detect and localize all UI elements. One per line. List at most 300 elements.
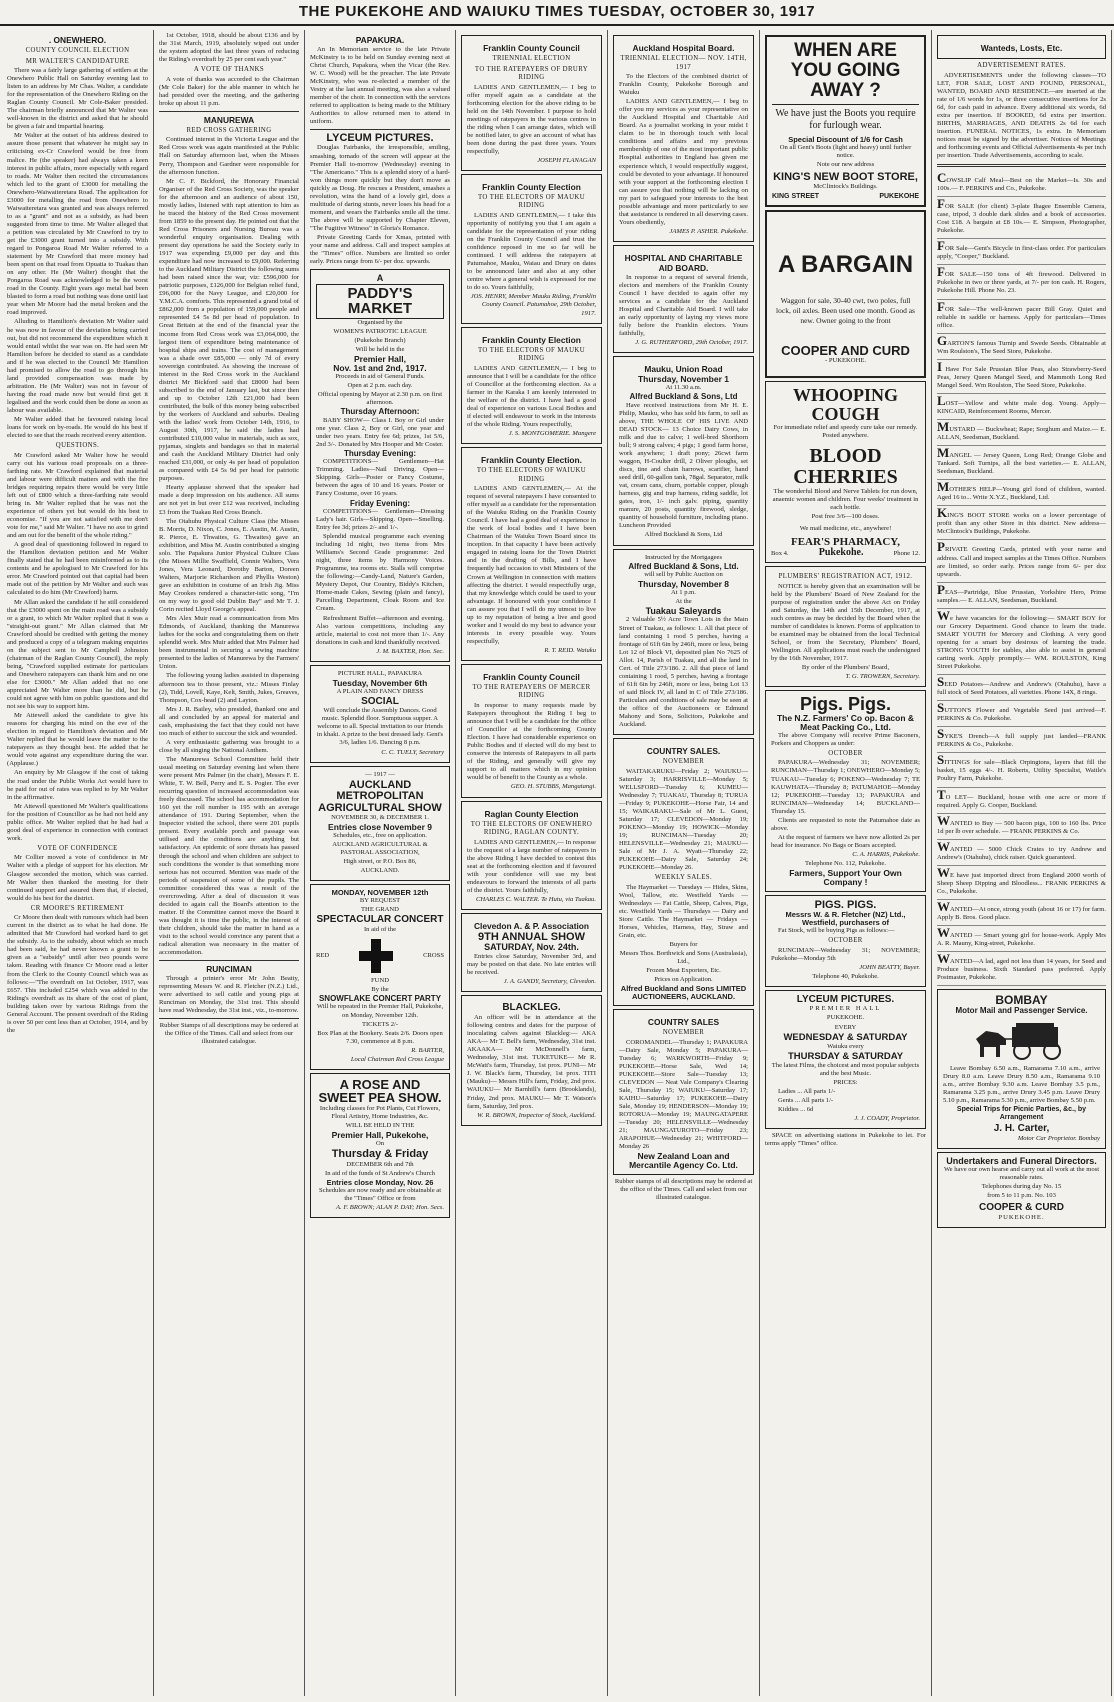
ad-text: Special Trips for Picnic Parties, &c., by Arrangement xyxy=(956,1106,1087,1121)
notice-subheading: TO THE ELECTORS OF MAUKU RIDING xyxy=(477,193,586,210)
classified-ad: WANTED—At once, strong youth (about 16 or 17) for farm. Apply B. Bros. Good place. xyxy=(937,900,1106,926)
notice-signature: CHARLES C. WALTER. Te Hutu, via Tuakau. xyxy=(475,895,596,903)
ad-text: WAITAKARUKU—Friday 2; WAIUKU—Saturday 3; HARRISVILLE—Monday 5; WELLSFORD—Tuesday 6; KUMEU—Wednesday 7; TUAKAU, Thursday 8; TURUA—Friday 9; PUKEKOHE—Horse Fair, 14 and 15; WAIKARAKU—Sale of Mr L. Guest, Saturday 17; CLEVEDON—Monday 19; POKENO—Monday 19; HOWICK—Monday 19; RUNCIMAN—Tuesday 20; HELENSVILLE—Wednesday 21; MAUKU—Sale of Mr J. A. Wyatt—Thursday 22; PUKEKOHE—Dairy Sale, Saturday 24; PUKEKOHE—Monday 26. xyxy=(619,767,748,872)
notice-signature: J. G. RUTHERFORD, 29th October, 1917. xyxy=(635,339,748,347)
article-heading: . ONEWHERO. xyxy=(48,35,107,45)
paragraph: A vote of thanks was accorded to the Chairman (Mr Cole Baker) for the able manner in which he had presided over the meeting, and the gathering broke up about 11 p.m. xyxy=(159,75,299,107)
rubber-stamp-notice: Rubber Stamps of all descriptions may be ordered at the Office of the Times. Call and select from our illustrated catalogue. xyxy=(159,1022,299,1046)
ad-text: Messrs Thos. Borthwick and Sons (Australasia), Ltd., xyxy=(619,950,748,966)
column-3 xyxy=(305,30,456,1696)
paragraph: Mr Allan asked the candidate if he still considered that the £3000 spent on the main road was a subsidy or a grant, to which Mr Walter replied that it was a "straight-out grant." Mr Allan claimed that Mr Crawford should be credited with getting the money and produced a copy of a telegram making enquiries on the subject sent to Mr Campbell Johnston (chairman of the Raglan County Council), the reply being, "Crawford supplied estimate for particulars and Onewhero ratepayers can thank him and no one else for £3000." Mr Allan added that no one appreciated Mr Walter more than he did, but he could not agree with him on public questions and did not see his way to support him. xyxy=(7,598,148,711)
article-subheading: COUNTY COUNCIL ELECTION xyxy=(25,47,130,54)
election-notice xyxy=(461,447,602,661)
paragraph: Private Greeting Cards for Xmas, printed with your name and address. Call and inspect samples at the "Times" office. Numbers are limited so order early. Prices range from 6/- per doz. upwards. xyxy=(310,233,450,266)
classified-ad: FOR SALE (for client) 3-plate Ihagee Ensemble Camera, case, tripod, 3 double dark slides and a book of accessories. Cost £18. A bargain at £8 10s.— E. Simpson, Photographer, Pukekohe. xyxy=(937,197,1106,239)
classified-ad: FOR Sale—Gent's Bicycle in first-class order. For particulars apply, "Cooper," Buckland. xyxy=(937,239,1106,265)
paragraph: Mr C. F. Bickford, the Honorary Financial Organiser of the Red Cross Society, was the speaker for the afternoon and an audience of about 150, mostly ladies, listened with rapt attention to him as he traced the history of the Red Cross movement from 1859 to the present day. He pointed out that the Red Cross Prisoners and Nursing Bureau was a wonderful enquiry organisation. Dealing with present day operations he said the Society early in 1917 was expending £9,000 per day and this expenditure had now increased to £9,000. Referring to the Auckland Military District the following sums had been raised since the war, viz: £596,000 for patriotic purposes, £126,000 for Belgian relief fund, £96,000 for the Navy League, and £20,000 for Y.M.C.A. comforts. This represented a grand total of £862,000 from a population of 159,000 people and represented £4 5s 8d per head of population. In Great Britain at the end of the financial year the income from Red Cross work was £3,064,000, the largest item of expenditure being maintenance of hospital ships and trains. The cost of management was a shade over £85,000 — only 7d of every sovereign contributed. As showing the increase of interest in the Red Cross work in the Auckland district Mr Bickford said that £8000 had been subscribed to the end of January last, but since then and up to October 12th £21,000 had been contributed, the bulk of this money being subscribed by the workers of Auckland and suburbs. Dealing with the ladies' work from October 14th, 1916, to August 30th, 1917, he said the ladies had contributed £10,000 value in materials, such as sox, pyjamas, singlets and bandages so that in material and cash the Auckland Military District had only reached £31,000, or only 4s per head of population as compared with £4 5s 9d per head for patriotic purposes. xyxy=(159,177,299,483)
ad-text: NOVEMBER xyxy=(662,1029,705,1037)
classified-ad: We have vacancies for the following:— SMART BOY for our Grocery Department. Good chance to learn the trade. SMART YOUTH for Mercery and Clothing. A very good opening for a smart boy desirous of learning the trade. STRONG YOUTH for stables, also able to assist in general carting work. Apply promptly.— WM. ROULSTON, King Street Pukekohe. xyxy=(937,609,1106,675)
ad-text: The wonderful Blood and Nerve Tablets for run down, anaemic women and children. Four weeks' treatment in each bottle. xyxy=(772,488,919,512)
classified-ad: WANTED — Smart young girl for house-work. Apply Mrs A. R. Mauny, King-street, Pukekohe. xyxy=(937,926,1106,952)
classified-ad: MUSTARD — Buckwheat; Rape; Sorghum and Maize.— E. ALLAN, Seedsman, Buckland. xyxy=(937,420,1106,446)
paragraph: ADVERTISEMENTS under the following classes—TO LET, FOR SALE, LOST AND FOUND, PERSONAL, WANTED, BOARD AND RESIDENCE—are inserted at the rate of 1/6 words for 1s, or three consecutive insertions for 2s 6d, for cash paid in advance. Every additional six words, 6d extra per insertion. If BOOKED, 6d extra per insertion. BIRTHS, MARRIAGES, AND DEATHS 2s 6d for each insertion. FUNERAL NOTICES, 1s extra. In Memoriam notices must be signed by the advertiser. Notices of Meetings and forthcoming events and Official Advertisements 4s per inch per insertion. Trade Advertisements, according to scale. xyxy=(937,71,1106,159)
notice-signature: J. S. MONTGOMERIE. Mangere xyxy=(508,429,596,437)
ad-text: Box Plan at the Bookery. Seats 2/6. Doors open 7.30, commence at 8 p.m. xyxy=(317,1029,443,1045)
ad-text: Thursday & Friday xyxy=(331,1148,429,1161)
ad-text: J. H. Carter, xyxy=(993,1123,1050,1135)
ad-headline: SPECTACULAR CONCERT xyxy=(316,914,444,926)
hospital-board-notice xyxy=(613,245,754,353)
ad-headline: COUNTRY SALES. xyxy=(646,746,721,757)
ad-text: PUKEKOHE. xyxy=(826,1014,865,1022)
classified-list xyxy=(937,171,1106,986)
ad-headline: A BARGAIN xyxy=(777,251,914,279)
ad-text: In aid of the funds of St Andrew's Church xyxy=(325,1169,435,1177)
ad-text: COROMANDEL—Thursday 1; PAPAKURA—Dairy Sale, Monday 5; PAPAKURA—Tuesday 6; WARKWORTH—Friday 9; PUKEKOHE—Horse Sale, Wed 14; PUKEKOHE—Store Sale—Tuesday 13; CLEVEDON — Neat Vale Company's Clearing Sale, Thursday 15; WAIUKU—Saturday 17; KAIHU—Saturday 17; PUKEKOHE—Dairy Sale, Monday 19; HENDERSON—Monday 19; ROTORUA—Monday 19; MAUNGATAPERE—Tuesday 20; HELENSVILLE—Wednesday 21; MAUNGATUROTO—Friday 23; ARAPOHUE—Wednesday 21; WHITFORD—Monday 26 xyxy=(619,1038,748,1151)
ad-text: NOVEMBER 30, & DECEMBER 1. xyxy=(331,814,429,822)
agricultural-show-ad xyxy=(310,766,450,882)
paragraph: Through a printer's error Mr John Beatty, representing Messrs W. and R. Fletcher (N.Z.) Ltd., were advertised to sell cattle and young pigs at Runciman on Monday, the 31st inst. This should have read Wednesday, the 31st inst., viz., to-morrow. xyxy=(159,975,299,1015)
notice-heading: HOSPITAL AND CHARITABLE AID BOARD. xyxy=(624,252,743,273)
article-heading: LYCEUM PICTURES. xyxy=(326,132,434,145)
ad-text: Frozen Meat Exporters, Etc. xyxy=(646,967,721,975)
ad-headline: Undertakers and Funeral Directors. xyxy=(946,1155,1097,1166)
notice-subheading: TO THE RATEPAYERS OF DRURY RIDING xyxy=(474,65,589,81)
ad-text: At the xyxy=(675,597,692,605)
ad-text: Phone 12. xyxy=(893,550,920,557)
ad-text: (Pukekohe Branch) xyxy=(354,337,406,345)
notice-signature: JOSEPH FLANAGAN xyxy=(537,156,596,164)
ad-signature: C. A. HARRIS, Pukekohe. xyxy=(852,850,920,858)
paragraph: By order of the Plumbers' Board, xyxy=(801,664,890,672)
ad-headline: SOCIAL xyxy=(361,695,399,707)
ad-signature: Local Chairman Red Cross League xyxy=(350,1055,444,1063)
notice-heading: Franklin County Election. xyxy=(481,455,582,465)
ad-headline: WHOOPING COUGH xyxy=(792,385,898,425)
ad-text: Schedules are now ready and are obtainable at the "Times" Office or from xyxy=(318,1186,442,1202)
ad-text: McClintock's Buildings. xyxy=(813,183,878,191)
paragraph: Mr Attewell asked the candidate to give his reasons for charging his mind on the eve of the election in regard to Hamilton's deviation and Mr Walter replied that he would leave the matter to the ratepayers as they thought best. He added that he would vote against any expenditure during the war. (Applause.) xyxy=(7,712,148,768)
paragraph: Hearty applause showed that the speaker had made a deep impression on his audience. All sums are not yet in but over £12 was received, including £3 from the Tuakau Red Cross Branch. xyxy=(159,484,299,516)
ad-signature: C. C. TUELY, Secretary xyxy=(381,748,444,756)
ad-text: Thursday Evening: xyxy=(343,448,416,458)
section-heading: A VOTE OF THANKS xyxy=(193,66,265,74)
paddys-market-ad xyxy=(310,269,450,662)
ad-text: Kiddies ... 6d xyxy=(778,1105,814,1113)
ad-text: At the request of farmers we have now allotted 2s per head for insurance. No Bags or Boars accepted. xyxy=(771,833,920,849)
ad-text: Thursday, November 1 xyxy=(637,374,729,385)
ad-text: A xyxy=(376,273,384,284)
ad-text: MONDAY, NOVEMBER 12th xyxy=(331,888,429,898)
ad-text: AUCKLAND. xyxy=(360,867,400,875)
notice-signature: JOS. HENRY, Member Mauku Riding, Franklin County Council. Patumahoe, 29th October, 1917. xyxy=(470,293,596,317)
ad-text: A PLAIN AND FANCY DRESS xyxy=(336,687,424,695)
paragraph: The Otahuhu Physical Culture Class (the Misses B. Morris, D. Nixon, C. Jones, E. Austin, M. Austin, R. Pierce, E. Thwaites, G. Thwaites) gave an exhibition, and Miss M. Austin contributed a singing solo. The Papakura Junior Physical Culture Class (the Misses Millie Swaffield, Connie Walters, Vera Jones, Vera Leonard, Dorothy Barton, Doreen Walters, Marjorie Richardson and Phyllis Weston) gave an exhibition in costume of an Irish Jig. Miss May Crookes rendered a character-istic song, "I'm on my way to good old Dublin Bay" and Mr T. J. Corin recited Lloyd George's appeal. xyxy=(159,517,299,614)
paragraph: Mrs J. R. Bailey, who presided, thanked one and all and concluded by an appeal for material and cash, emphasising the fact that they could not have too much of either to succour the sick and wounded. xyxy=(159,705,299,737)
ad-text: EVERY xyxy=(834,1023,857,1031)
paragraph: A very enthusiastic gathering was brought to a close by all singing the National Anthem. xyxy=(159,738,299,754)
clevedon-show-ad xyxy=(461,913,602,992)
classified-ad: SEED Potatoes—Andrew and Andrew's (Otahuhu), have a full stock of Seed Potatoes, all varieties. Phone 14X, 8 rings. xyxy=(937,675,1106,701)
ad-text: Buyers for xyxy=(669,941,698,949)
notice-signature: JAMES P. ASHER. Pukekohe. xyxy=(669,227,748,235)
column-2 xyxy=(154,30,305,1696)
ad-text: PUKEKOHE xyxy=(879,193,919,201)
ad-text: PREMIER HALL xyxy=(809,1005,882,1013)
paragraph: An officer will be in attendance at the following centres and dates for the purpose of inoculating calves against Blackleg:— AKA AKA— Mr T. Bell's farm, Wednesday, 31st inst. AKAAKA— Mr McDonnell's farm, Wednesday, 31st inst. TUKETUKE— Mr R. McWatt's farm, Thursday, 1st prox. PUNI— Mr J. W. Black's farm, Thursday, 1st prox. TITI (Mauku)— Messrs Hill's farm, Friday, 2nd prox. WAIUKU— Mr Barnhill's farm (Brooklands), Friday, 2nd prox. MAUKU— Mr T. Watson's farm, Saturday, 3rd prox. xyxy=(467,1014,596,1110)
article-subheading: RED CROSS GATHERING xyxy=(186,126,272,134)
ad-text: Prices on Application. xyxy=(654,976,713,984)
pigs-ad xyxy=(765,895,926,987)
paragraph: LADIES AND GENTLEMEN,— I beg to announce that I will be a candidate for the office of Councillor at the forthcoming election. As a farmer in the Karaka I am keenly interested in the welfare of the district. I have had a good deal of experience on various Local Bodies and if elected will endeavour to work in the interests of the whole Riding. Yours respectfully, xyxy=(467,364,596,428)
ad-text: Will be held in the xyxy=(355,346,405,354)
ad-text: Alfred Buckland and Sons LIMITED AUCTIONEERS, AUCKLAND. xyxy=(620,984,747,1002)
ad-text: Organised by the xyxy=(357,319,403,327)
ad-text: The Haymarket — Tuesdays — Hides, Skins, Wool, Tallow, etc. Westfield Yards — Wednesdays — Fat Cattle, Sheep, Calves, Pigs, etc. Westfield Yards — Thursdays — Dairy and Store Cattle. The Haymarket — Fridays — Horses, Vehicles, Harness, Hay, Straw and Grain, etc. xyxy=(619,883,748,939)
classified-ad: PEAS—Partridge, Blue Prussian, Yorkshire Hero, Prime samples.— E. ALLAN, Seedsman, Buckland. xyxy=(937,583,1106,609)
ad-text: Will conclude the Assembly Dances. Good music. Splendid floor. Sumptuous supper. A welcome to all. Special invitation to our friends in khaki. A prize to the best dressed lady. Gent's 3/6, ladies 1/6. Dancing 8 p.m. xyxy=(316,707,444,747)
ad-text: Including classes for Pot Plants, Cut Flowers, Floral Artistry, Home Industries, &c. xyxy=(319,1105,441,1121)
ad-text: PICTURE HALL, PAPAKURA xyxy=(337,669,423,677)
ad-headline: LYCEUM PICTURES. xyxy=(796,993,895,1005)
notice-subheading: TRIENNIAL ELECTION xyxy=(492,55,571,62)
concert-ad xyxy=(310,884,450,1069)
paragraph: NOTICE is hereby given that an examination will be held by the Plumbers' Board of New Zealand for the purpose of registration under the above Act on Friday and Saturday, the 14th and 15th December, 1917, at such centres as may be decided by the Board when the number of candidates is known. Forms of application to be examined may be obtained from the local Technical School, or from the Secretary, Plumbers' Board, Wellington. All applications must reach the undersigned by the 16th November, 1917. xyxy=(771,582,920,662)
paragraph: In response to a request of several friends, electors and members of the Franklin County Council I have decided to again offer my services as a candidate for the Auckland Hospital and Charitable Aid Board. I will take an early opportunity of laying my views more fully before the Franklin electors. Yours faithfully, xyxy=(619,273,748,338)
ad-signature: A. F. BROWN; ALAN P. DAY; Hon. Secs. xyxy=(336,1203,444,1211)
ad-text: The N.Z. Farmers' Co op. Bacon & Meat Packing Co., Ltd. xyxy=(776,713,915,732)
section-heading: QUESTIONS. xyxy=(55,442,100,450)
classified-ad: COWSLIP Calf Meal—Best on the Market—Is. 30s and 100s.— F. PERKINS and Co., Pukekohe. xyxy=(937,171,1106,197)
ad-text: We have our own hearse and carry out all work at the most reasonable rates. xyxy=(943,1166,1100,1182)
paragraph: A good deal of questioning followed in regard to the Hamilton deviation petition and Mr Walter finally stated that he had been misinformed as to its contents and he apologised to Mr Crawford for his error. Mr Crawford pointed out that capital had been made out of the petition by Mr Walter and such was calculated to do him (Mr Crawford) harm. xyxy=(7,541,148,597)
classified-ad: FOR Sale—The well-known pacer Bill Gray. Quiet and reliable in saddle or harness. Apply for particulars—Times office. xyxy=(937,300,1106,334)
blackleg-notice xyxy=(461,995,602,1126)
auction-ad xyxy=(613,549,754,736)
ad-text: will sell by Public Auction on xyxy=(644,570,723,578)
ad-text: KING STREET xyxy=(772,193,820,201)
ad-text: PRICES: xyxy=(833,1078,858,1086)
rubber-stamp-notice: Rubber stamps of all descriptions may be ordered at the office of the Times. Call and select from our illustrated catalogue. xyxy=(614,1178,753,1202)
paragraph: Alluding to Hamilton's deviation Mr Walter said he was now in favour of the deviation being carried out, but did not recommend the expenditure which it would entail whilst the war was on. He had seen Mr Hamilton before he decided to stand as a candidate and if he was elected to the Council Mr Hamilton had promised to allow the road to go through his land provided compensation was made by arbitration. He (Mr Walter) was not in favour of having the road made now but would first get it legalised and the work could then be done as soon as labour was available. xyxy=(7,318,148,414)
paragraph: LADIES AND GENTLEMEN,— At the request of several ratepayers I have consented to offer myself as a candidate for the representation of the Waiuku Riding on the Franklin County Council. I have had a good deal of experience in the work of local bodies and I have been Chairman of the Waiuku Town Board since its inception. In that capacity I have been actively engaged in raising loans for the Town District and in the drafting of Bills, and I have frequently had occasion to visit Ministers of the Crown at Wellington in connection with matters affecting the district. I would respectfully urge, that my knowledge which could be used to your advantage. If honoured with your confidence I can assure you that I will do my utmost to live up to my reputation of being a live and good worker and I would do my best to advance your interests in every possible way. Yours respectfully, xyxy=(467,485,596,645)
ad-text: Have received instructions from Mr H. E. Philip, Mauku, who has sold his farm, to sell as above, THE WHOLE OF HIS LIVE AND DEAD STOCK— 13 Choice Dairy Cows, in milk and due to calve; 1 well-bred Shorthorn bull; 9 strong calves; 4 pigs; 1 good farm horse, work anywhere; 1 draft pony; 26cwt farm waggon, H-Coulter drill, 2 Oliver ploughs, set discs, tine and chain harrows, scarifier, hand seed drill, 60-gallon tank, 78gal. Separator, milk vat, cream cans, churn, portable copper, plough harness, gig and trap harness, riding saddle, lot gates, iron, 1/- inch galv. piping, quantity manure, 20 posts, quantity firewood, sledge, quantity of household furniture, including piano. Luncheon Provided xyxy=(619,401,748,530)
ad-signature: JOHN BEATTY, Buyer. xyxy=(859,963,920,971)
ad-text: On xyxy=(375,1140,385,1148)
ad-text: KING'S NEW BOOT STORE, xyxy=(773,170,918,183)
notice-subheading: TO THE ELECTORS OF MAUKU RIDING xyxy=(477,346,586,363)
ad-text: AUCKLAND AGRICULTURAL & PASTORAL ASSOCIATION, xyxy=(332,841,428,857)
plumbers-notice xyxy=(765,566,926,687)
ad-text: Special Discount of 1/6 for Cash xyxy=(788,134,903,144)
election-notice xyxy=(461,174,602,324)
hospital-board-notice xyxy=(613,35,754,242)
ad-text: CROSS xyxy=(423,951,444,959)
classified-ad: MOTHER'S HELP—Young girl fond of children, wanted. Aged 16 to... Write X.Y.Z., Buckland, Ltd. xyxy=(937,480,1106,506)
masthead-title: THE PUKEKOHE AND WAIUKU TIMES TUESDAY, OCTOBER 30, 1917 xyxy=(298,3,816,20)
ad-headline: Pigs. Pigs. xyxy=(799,694,892,715)
ad-text: Waggon for sale, 30-40 cwt, two poles, full lock, oil axles. Been used one month. Good as new. Owner going to the front xyxy=(776,295,915,325)
paragraph: In response to many requests made by Ratepayers throughout the Riding I beg to announce that I will be a candidate for the office of Councillor at the forthcoming County Election. I have had considerable experience on Public Bodies and if elected will do my best to conserve the interests of Ratepayers in all parts of the Riding, and generally will give my support to all matters which in my opinion would be of benefit to the County as a whole. xyxy=(467,701,596,782)
ad-headline: PIGS. PIGS. xyxy=(814,898,877,911)
notice-subheading: TRIENNIAL ELECTION— NOV. 14TH, 1917 xyxy=(620,55,747,71)
country-sales-ad xyxy=(613,1009,754,1175)
paragraph: An enquiry by Mr Glasgow if the cost of taking the road under the Public Works Act would have to be paid for out of rates was replied to by Mr Walter in the affirmative. xyxy=(7,769,148,801)
column-4 xyxy=(456,30,608,1696)
column-6 xyxy=(760,30,932,1696)
ad-text: SNOWFLAKE CONCERT PARTY xyxy=(318,994,442,1004)
ad-text: - PUKEKOHE. xyxy=(824,357,867,365)
ad-text: COMPETITIONS— Gentlemen—Dressing Lady's hair. Girls—Skipping. Open—Smelling. Entry fee 3d; prizes 2/- and 1/-. xyxy=(316,507,444,532)
ad-text: At 1 p.m. xyxy=(671,588,696,596)
ad-text: Alfred Buckland & Sons, Ltd xyxy=(629,392,738,402)
ad-text: High street, or P.O. Box 86, xyxy=(343,858,417,866)
notice-heading: Franklin County Election xyxy=(482,181,581,192)
ad-headline: COUNTRY SALES xyxy=(647,1017,720,1028)
classified-ad: KING'S BOOT STORE works on a lower percentage of profit than any other Store in this district. New address—McClintock's Buildings, Pukekohe. xyxy=(937,506,1106,540)
ad-headline: A ROSE AND SWEET PEA SHOW. xyxy=(318,1076,442,1106)
ad-text: THE GRAND xyxy=(361,906,399,914)
paragraph: LADIES AND GENTLEMEN,— I beg to offer you my services as your representative on the Auckland Hospital and Charitable Aid Board. As a journalist working in your midst I claim to be in thorough touch with local conditions and affairs and my previous membership of one of the most important public Hospital authorities in England has given me experience which, I would respectfully suggest, could be devoted to your advantage. If honoured with your support at the forthcoming election I can assure you that nothing will be lacking on my part to safeguard your interests to the best possible advantage and more particularly to see that assistance is rendered in all deserving cases. Yours obediently, xyxy=(619,98,748,226)
ad-text: Ladies ... All parts 1/- xyxy=(778,1087,836,1095)
rose-show-ad xyxy=(310,1073,450,1218)
ad-text: OCTOBER xyxy=(828,749,863,757)
ad-text: BY REQUEST xyxy=(359,897,401,905)
paragraph: Mr Walter at the outset of his address desired to assure those present that whatever he might say in criticising ex-Cr Crawford would be free from malice. He (the speaker) had always taken a keen interest in public affairs, more especially with regard to roads. Mr Walter then recited the circumstances which led to the grant of £3000 for metalling the Onewhero-Waiwaiteretara Road. The application for £3000 for metalling the road from Onewhero to Waiwaiteretara was granted and was always referred to as a "grant" and not as a subsidy, as had been suggested from time to time. Mr Walter alleged that a petition was circulated by Mr Crawford to try to get the £3000 grant turned into a subsidy. With regard to Pongaroa Road Mr Walter referred to a statement by Mr Crawford that more money had been spent on that road from Opuatia to Tuakau than on any other. He (Mr Walter) thought that the Pongaroa Road was acknowledged to be the worst road in the County. Eight years ago metal had been blasted to form a road but nothing was done until last year when Mr Moore had the metal broken and the road improved. xyxy=(7,132,148,317)
ad-text: Fat Stock, will be buying Pigs as follows:— xyxy=(778,927,895,935)
paragraph: Mr Collier moved a vote of confidence in Mr Walter with a pledge of support for his election. Mr Glasgow seconded the motion, which was carried. Mr Walter then thanked the meeting for their continued support and assured them that, if elected, would do his best for the district. xyxy=(7,854,148,902)
bombay-motor-ad xyxy=(937,989,1106,1148)
classified-ad: GARTON'S famous Turnip and Swede Seeds. Obtainable at Wm Roulston's, The Seed Store, Pukekohe. xyxy=(937,334,1106,360)
notice-signature: R. T. REID. Waiuku xyxy=(544,646,596,654)
ad-text: Open at 2 p.m. each day. xyxy=(347,382,413,390)
ad-text: from 5 to 11 p.m. No. 103 xyxy=(987,1192,1056,1200)
ad-text: Entries close November 9 xyxy=(328,822,432,833)
ad-signature: J. A. GANDY, Secretary, Clevedon. xyxy=(503,978,596,985)
notice-subheading: TO THE ELECTORS OF WAIUKU RIDING xyxy=(476,467,587,483)
article-subheading: MR WALTER'S CANDIDATURE xyxy=(25,57,130,65)
ad-headline: BOMBAY xyxy=(995,993,1048,1008)
ad-text: We have just the Boots you require for furlough wear. xyxy=(775,107,916,131)
ad-text: DECEMBER 6th and 7th xyxy=(346,1160,414,1168)
paragraph: Mrs Alex Muir read a communication from Mrs Edmonds, of Auckland, thanking the Manurewa ladies for the socks and congratulating them on their splendid work. Mrs Muir added that Mrs Palmer had been instrumental in securing a sewing machine presented to the ladies of Manurewa by the Farmers' Union. xyxy=(159,615,299,671)
classified-ad: WANTED to Buy — 500 bacon pigs, 100 to 160 lbs. Price 1d per lb over schedule. — FRANK PERKINS & Co. xyxy=(937,814,1106,840)
notice-heading: Raglan County Election xyxy=(484,808,579,819)
social-ad xyxy=(310,665,450,763)
notice-heading: BLACKLEG. xyxy=(502,1002,561,1014)
boot-store-ad xyxy=(765,35,926,207)
ad-text: Entries close Monday, Nov. 26 xyxy=(326,1177,434,1187)
section-heading: VOTE OF CONFIDENCE xyxy=(37,844,118,852)
ad-text: Telephone 40, Pukekohe. xyxy=(812,972,879,980)
country-sales-ad xyxy=(613,738,754,1006)
undertakers-ad xyxy=(937,1152,1106,1228)
ad-headline: Clevedon A. & P. Association xyxy=(473,920,590,931)
ad-text: Thursday Afternoon: xyxy=(340,407,420,417)
ad-signature: J. M. BAXTER, Hon. Sec. xyxy=(376,647,444,655)
election-notice xyxy=(461,327,602,444)
article-heading: MANUREWA xyxy=(203,114,255,125)
paragraph: There was a fairly large gathering of settlers at the Onewhero Public Hall on Saturday evening last to listen to an address by Mr Chas. Walter, a candidate for the representation of the Onewhero Riding on the Raglan County Council. Mr Cole-Baker presided. The chairman briefly announced that Mr Walter was well-known in the district and asked that he should be given a fair and impartial hearing. xyxy=(7,67,148,131)
paragraph: Mr Crawford asked Mr Walter how he would carry out his various road proposals on a three-farthing rate. Mr Crawford explained that material and labour were difficult matters and with the fire bridges requiring repairs there would be very little left out of £800 which a three-farthing rate would bring in. Mr Walter replied that he was not the experience of others yet but would do his best to economise. "If you are not satisfied with me don't vote for me," said Mr Walter. "I have no axe to grind and am out for the benefit of the whole riding." xyxy=(7,451,148,540)
ad-text: Motor Mail and Passenger Service. xyxy=(955,1005,1088,1015)
ad-text: Proceeds in aid of General Funds. xyxy=(335,373,425,381)
ad-text: WEDNESDAY & SATURDAY xyxy=(783,1031,908,1043)
ad-text: Premier Hall, Pukekohe, xyxy=(331,1130,429,1141)
notice-heading: Auckland Hospital Board. xyxy=(632,43,735,53)
ad-text: Note our new address xyxy=(816,160,875,168)
ad-text: Friday Evening: xyxy=(349,498,410,508)
ad-text: THURSDAY & SATURDAY xyxy=(787,1050,904,1062)
ad-text: Box 4. xyxy=(771,550,789,557)
article-heading: PAPAKURA. xyxy=(355,35,405,45)
ad-text: For immediate relief and speedy cure take our remedy. Posted anywhere. xyxy=(773,424,918,440)
advertising-notice: SPACE on advertising stations in Pukekohe to let. For terms apply "Times" office. xyxy=(765,1131,926,1147)
ad-text: Alfred Buckland & Sons, Ltd xyxy=(644,531,723,539)
ad-text: Instructed by the Mortgagees xyxy=(644,553,723,561)
notice-heading: Franklin County Election xyxy=(482,334,581,345)
ad-text: Messrs W. & R. Fletcher (NZ) Ltd., Westfield, purchasers of xyxy=(785,910,906,928)
paragraph: Douglas Fairbanks, the irresponsible, smiling, smashing, tornado of the screen will appear at the Premier Hall to-morrow (Wednesday) evening in "The Americano." This is a splendid story of a hard-won things more quickly but they don't move as quickly as Doug. He rescues a President, smashes a revolution, wins the hand of a lovely girl, does a multitude of daring stunts, never loses his head for a moment, and wears the Fairbanks smile all the time. The above will be supported by Chapter Eleven, "The Fugitive Witness" in Gloria's Romance. xyxy=(310,144,450,232)
ad-text: Splendid musical programme each evening including 1d night, two items from Mrs Williams's Second Grade programme: 2nd night, three items by Harmony Voices. Programme, tea rooms etc. Stalls will comprise the following:—Candy-Land, Nature's Garden, Mystery Depot, Our Country, Biddy's Kitchen, Home-made Cakes, Sewing (plain and fancy), Parcelling Department, Cloak Room and Ice Cream. xyxy=(316,533,444,613)
ad-text: Schedules, etc., free on application. xyxy=(333,832,427,840)
classified-ad: TO LET— Buckland, house with one acre or more if required. Apply G. Cooper, Buckland. xyxy=(937,788,1106,814)
ad-text: NOVEMBER xyxy=(662,758,705,766)
paragraph: LADIES AND GENTLEMEN,— In response to the request of a large number of ratepayers in the above Riding I have decided to contest this seat at the forthcoming election and if favoured with your confidence will use my best endeavours to forward the interests of all parts of the district. Yours faithfully, xyxy=(467,838,596,894)
ad-text: PAPAKURA—Wednesday 31; NOVEMBER; RUNCIMAN—Thursday 1; ONEWHERO—Monday 5; TUAKAU—Tuesday 6; POKENO—Wednesday 7; TE KAUWHATA—Thursday 8; PATUMAHOE—Monday 12; PUKEKOHE—Tuesday 13; PAPAKURA and RUNCIMAN—Wednesday 14; BUCKLAND—Thursday 15. xyxy=(771,759,920,815)
bargain-ad xyxy=(765,210,926,378)
auction-ad xyxy=(613,356,754,545)
ad-text: PUKEKOHE. xyxy=(998,1213,1045,1221)
ad-text: The above Company will receive Prime Baconers, Porkers and Choppers as under: xyxy=(771,731,920,747)
ad-text: New Zealand Loan and Mercantile Agency Co. Ltd. xyxy=(629,1151,738,1171)
ad-text: The latest Films, the choicest and most popular subjects and the best Music. xyxy=(771,1061,920,1077)
ad-text: Nov. 1st and 2nd, 1917. xyxy=(333,363,427,374)
ad-text: We mail medicine, etc., anywhere! xyxy=(799,525,892,533)
section-heading: CR MOORE'S RETIREMENT xyxy=(30,904,125,912)
notice-subheading: TO THE RATEPAYERS OF MERCER RIDING xyxy=(472,683,591,700)
ad-text: Telephone No. 112, Pukekohe. xyxy=(805,860,886,867)
ad-text: Entries close Saturday, November 3rd, and may be posted on that date. No late entries will be received. xyxy=(467,952,596,976)
ad-text: Will be repeated in the Premier Hall, Pukekohe, on Monday, November 12th. xyxy=(316,1003,444,1019)
ad-text: Waiuku every xyxy=(827,1042,864,1050)
classified-ad: FOR SALE—150 tons of 4ft firewood. Delivered in Pukekohe in two or three yards, at 7/- per ton cash. H. Rogers, Pukekohe Hill. Phone No. 23. xyxy=(937,265,1106,299)
notice-heading: Franklin County Council xyxy=(483,43,580,53)
ad-text: FEAR'S PHARMACY, xyxy=(791,536,900,549)
classified-ad: LOST—Yellow and white male dog. Young. Apply—KINCAID, Reinforcement Rooms, Mercer. xyxy=(937,394,1106,420)
ad-signature: R. BARTER, xyxy=(411,1046,444,1054)
red-cross-icon xyxy=(359,939,393,973)
paragraph: Mr Attewell questioned Mr Walter's qualifications for the position of Councillor as he had not held any public office. Mr Walter replied that he had had a good deal of experience in connection with contract work. xyxy=(7,802,148,842)
ad-text: Tuesday, November 6th xyxy=(332,677,428,688)
ad-text: Tuakau Saleyards xyxy=(645,606,722,617)
classified-ad: SITTINGS for sale—Black Orpingtons, layers that fill the basket, 15 eggs 4/-. H. Roberts, Utility Specialist, Waitle's Poultry Farm, Pukekohe. xyxy=(937,753,1106,787)
section-heading: Wanteds, Losts, Etc. xyxy=(980,43,1063,53)
classified-ad: SUTTON'S Flower and Vegetable Seed just arrived—F. PERKINS & Co. Pukekohe. xyxy=(937,701,1106,727)
pharmacy-ad xyxy=(765,381,926,563)
ad-text: WOMEN'S PATRIOTIC LEAGUE xyxy=(333,328,427,336)
ad-text: — 1917 — xyxy=(365,770,395,778)
ad-text: OCTOBER xyxy=(828,937,863,945)
classified-ad: I Have For Sale Prussian Blue Peas, also Strawberry-Seed Peas, Jersey Queen Mangel Seed, and Mammoth Long Red Mangel Seed. Wm Roulston, The Seed Store, Pukekohe. xyxy=(937,360,1106,394)
paragraph: An In Memoriam service to the late Private McKinstry is to be held on Sunday evening next at Christ Church, Papakura, when the Vicar (the Rev. W. C. Wood) will be the preacher. The late Private McKinstry, who was re-elected a member of the Vestry at the last annual meeting, was also a valued member of the choir. In connection with the services referred to application is being made to the Military Authorities to allow returned men to attend in uniform. xyxy=(310,46,450,126)
classifieds-header xyxy=(937,35,1106,59)
classified-ad: PRIVATE Greeting Cards, printed with your name and address. Call and inspect samples at the Times Office. Numbers are limited, so order early. Prices range from 6/- per doz upwards. xyxy=(937,540,1106,582)
paragraph: LADIES AND GENTLEMEN,— I beg to offer myself again as a candidate at the forthcoming election for the above riding to be held on the 14th November. I purpose to hold meetings of ratepayers in the various centres in the riding when I can arrange dates, which will be notified later, to give an account of what has been done during the past three years. Yours respectfully, xyxy=(467,83,596,155)
notice-signature: T. G. TROWERN, Secretary. xyxy=(845,673,920,681)
classified-ad: SYKE'S Drench—A full supply just landed—FRANK PERKINS & Co., Pukekohe. xyxy=(937,727,1106,753)
ad-signature: Motor Car Proprietor. Bombay xyxy=(1017,1134,1100,1142)
notice-heading: Franklin County Council xyxy=(483,671,580,682)
ad-text: At 11.30 a.m. xyxy=(665,384,702,392)
classified-ad: MANGEL — Jersey Queen, Long Red; Orange Globe and Tankard. Soft Turnips, all the best varieties.— E. ALLAN, Seedsman, Buckland. xyxy=(937,446,1106,480)
ad-text: WILL BE HELD IN THE xyxy=(345,1122,415,1130)
paragraph: The Manurewa School Committee held their usual meeting on Saturday evening last when there were present Mrs Palmer (in the chair), Messrs F. E. White, T. W. Bell, Perry and E. S. Pogier. The ever recurring question of increased accommodation was freely discussed. The school has accommodation for 160 yet the roll number is 195 with an average attendance of 191. During September, when the Inspector visited the school, there were 201 pupils present. Every available porch and passage was utilised and the conditions are anything but satisfactory. An epidemic of sore throats has passed through the school and when children are subject to such conditions the wonder is that something more serious has not occurred. Mention was made of the periods of suspension of some of the pupils. The committee considered this was a result of the overcrowding. After a deal of discussion it was decided to again call the Board's attention to the matter. If the Committee cannot move the Board it was thought it is time the public, in the interest of their children, should take the matter in hand as a visit to the school would convince any parent that a radical alteration was necessary in the matter of accommodation. xyxy=(159,755,299,957)
ad-text: Clients are requested to note the Patumahoe date as above. xyxy=(771,816,920,832)
ad-text: COMPETITIONS— Gentlemen—Hat Trimming. Ladies—Nail Driving. Open—Skipping. Girls—Poster or Fancy Costume, between the ages of 10 and 16 years. Poster or Fancy Costume, over 16 years. xyxy=(316,458,444,498)
classified-ad: WANTED—A lad, aged not less than 14 years, for Seed and Produce business. Sixth Standard pass preferred. Apply Postmaster, Pukekohe. xyxy=(937,952,1106,986)
ad-text: COOPER & CURD xyxy=(978,1202,1064,1214)
ad-signature: J. J. COADY, Proprietor. xyxy=(854,1114,920,1122)
ad-text: TICKETS 2/- xyxy=(361,1020,399,1028)
ad-text: By the xyxy=(371,986,389,994)
ad-text: 9TH ANNUAL SHOW xyxy=(478,930,585,943)
paragraph: Continued interest in the Victoria League and the Red Cross work was again manifested at the Public Hall on Saturday afternoon last, when the Misses Perry, Thompson and Gardner were responsible for the afternoon function. xyxy=(159,136,299,176)
ad-text: WEEKLY SALES. xyxy=(654,874,713,882)
notice-signature: W. R. BROWN, Inspector of Stock, Auckland. xyxy=(477,1111,596,1119)
election-notice xyxy=(461,35,602,171)
ad-headline: BLOOD CHERRIES xyxy=(793,445,898,489)
ad-text: Premier Hall, xyxy=(354,354,406,365)
column-1 xyxy=(2,30,154,1696)
ad-text: Gents ... All parts 1/- xyxy=(778,1096,834,1104)
section-subheading: ADVERTISEMENT RATES. xyxy=(977,62,1066,69)
article-heading: RUNCIMAN xyxy=(206,964,252,975)
classified-ad: WANTED — 5000 Chick Crates to try Andrew and Andrew's (Otahuhu), chick raiser. Quick guaranteed. xyxy=(937,840,1106,866)
election-notice xyxy=(461,801,602,910)
pigs-ad xyxy=(765,690,926,892)
ad-headline: PADDY'S MARKET xyxy=(316,284,444,320)
ad-headline: Mauku, Union Road xyxy=(644,364,723,375)
ad-text: Refreshment Buffet—afternoon and evening. Also various competitions, including any article, material to cost not more than 1/-. Any donations in cash and kind thankfully received. xyxy=(316,614,444,646)
notice-signature: GEO. H. STUBBS, Mangatangi. xyxy=(510,783,596,791)
paragraph: Cr Moore then dealt with rumours which had been current in the district as to what he had done. He admitted that Mr Crawford had worked hard to get the subsidy. As to the subsidy, about which so much had been said, he had never known a grant to be given as a "subsidy" until after two pounds were taken. Reading with finance Cr Moore read a letter from the Clerk to the County Council which was as follows:—"The overdraft on 1st October, 1917, was £657. This included £254 which was added to the Riding's overdraft as its share of the cost of plant, building taken over by various Ridings from the General Account. The present overdraft of the Riding is over 50 per cent less than at October, 1914, and by the xyxy=(7,914,148,1034)
ad-text: On all Gent's Boots (light and heavy) until further notice. xyxy=(779,143,912,159)
column-5 xyxy=(608,30,760,1696)
classified-ad: WE have just imported direct from England 2000 worth of Sheep Sheep Dipping and Bloodless... FRANK PERKINS & Co., Pukekohe. xyxy=(937,866,1106,900)
column-7 xyxy=(932,30,1112,1696)
ad-text: Alfred Buckland & Sons, Ltd. xyxy=(628,561,739,571)
paragraph: To the Electors of the combined district of Franklin County, Pukekohe Borough and Waiuku xyxy=(619,73,748,97)
ad-text: FUND xyxy=(371,976,389,984)
notice-heading: PLUMBERS' REGISTRATION ACT, 1912. xyxy=(778,573,913,581)
ad-headline: WHEN ARE YOU GOING AWAY ? xyxy=(772,41,919,105)
ad-text: Thursday, November 8 xyxy=(637,579,729,589)
ad-text: BABY SHOW— Class I. Boy or Girl under one year. Class 2, Boy or Girl, one year and under two years. Entry fee 6d; prizes, 1st 5/6, 2nd 3/-. Donated by Mrs Hooper and Mr Coster. xyxy=(316,416,444,448)
paragraph: 1st October, 1918, should be about £136 and by the 31st March, 1919, absolutely wiped out under the system adopted the last three years of reducing the Riding's overdraft by 25 per cent each year." xyxy=(159,32,299,64)
ad-text: Telephones during day No. 15 xyxy=(981,1183,1062,1191)
ad-text: Farmers, Support Your Own Company ! xyxy=(789,868,902,887)
paragraph: The following young ladies assisted in dispensing afternoon tea to those present, viz.: Misses Finlay (2), Tidd, Lovell, Kaye, Kelt, Smith, Jukes, Greaves, Thompson, Cox-head (2) and Layton. xyxy=(159,672,299,704)
ad-text: COOPER AND CURD xyxy=(781,342,910,358)
ad-headline: AUCKLAND METROPOLITAN AGRICULTURAL SHOW xyxy=(318,778,442,814)
ad-text: In aid of the xyxy=(363,925,397,933)
horse-carriage-icon xyxy=(972,1019,1072,1061)
ad-text: Post free 3/6—100 doses. xyxy=(811,513,880,521)
paragraph: Mr Walter added that he favoured raising local loans for work on by-roads. He would do his best if elected to see that the roads received every attention. xyxy=(7,416,148,440)
ad-text: RUNCIMAN—Wednesday 31; NOVEMBER; Pukekohe—Monday 5th xyxy=(771,946,920,962)
ad-text: Leave Bombay 6.50 a.m., Ramarama 7.10 a.m., arrive Drury 8.0 a.m. Leave Drury 8.50 a.m., Ramarama 9.10 a.m., arrive Bombay 9.30 a.m. Leave Bombay 3.5 p.m., Ramarama 3.25 p.m., arrive Drury 3.45 p.m. Leave Drury 5.10 p.m., Ramarama 5.30 p.m., arrive Bombay 5.50 p.m. xyxy=(943,1065,1100,1105)
